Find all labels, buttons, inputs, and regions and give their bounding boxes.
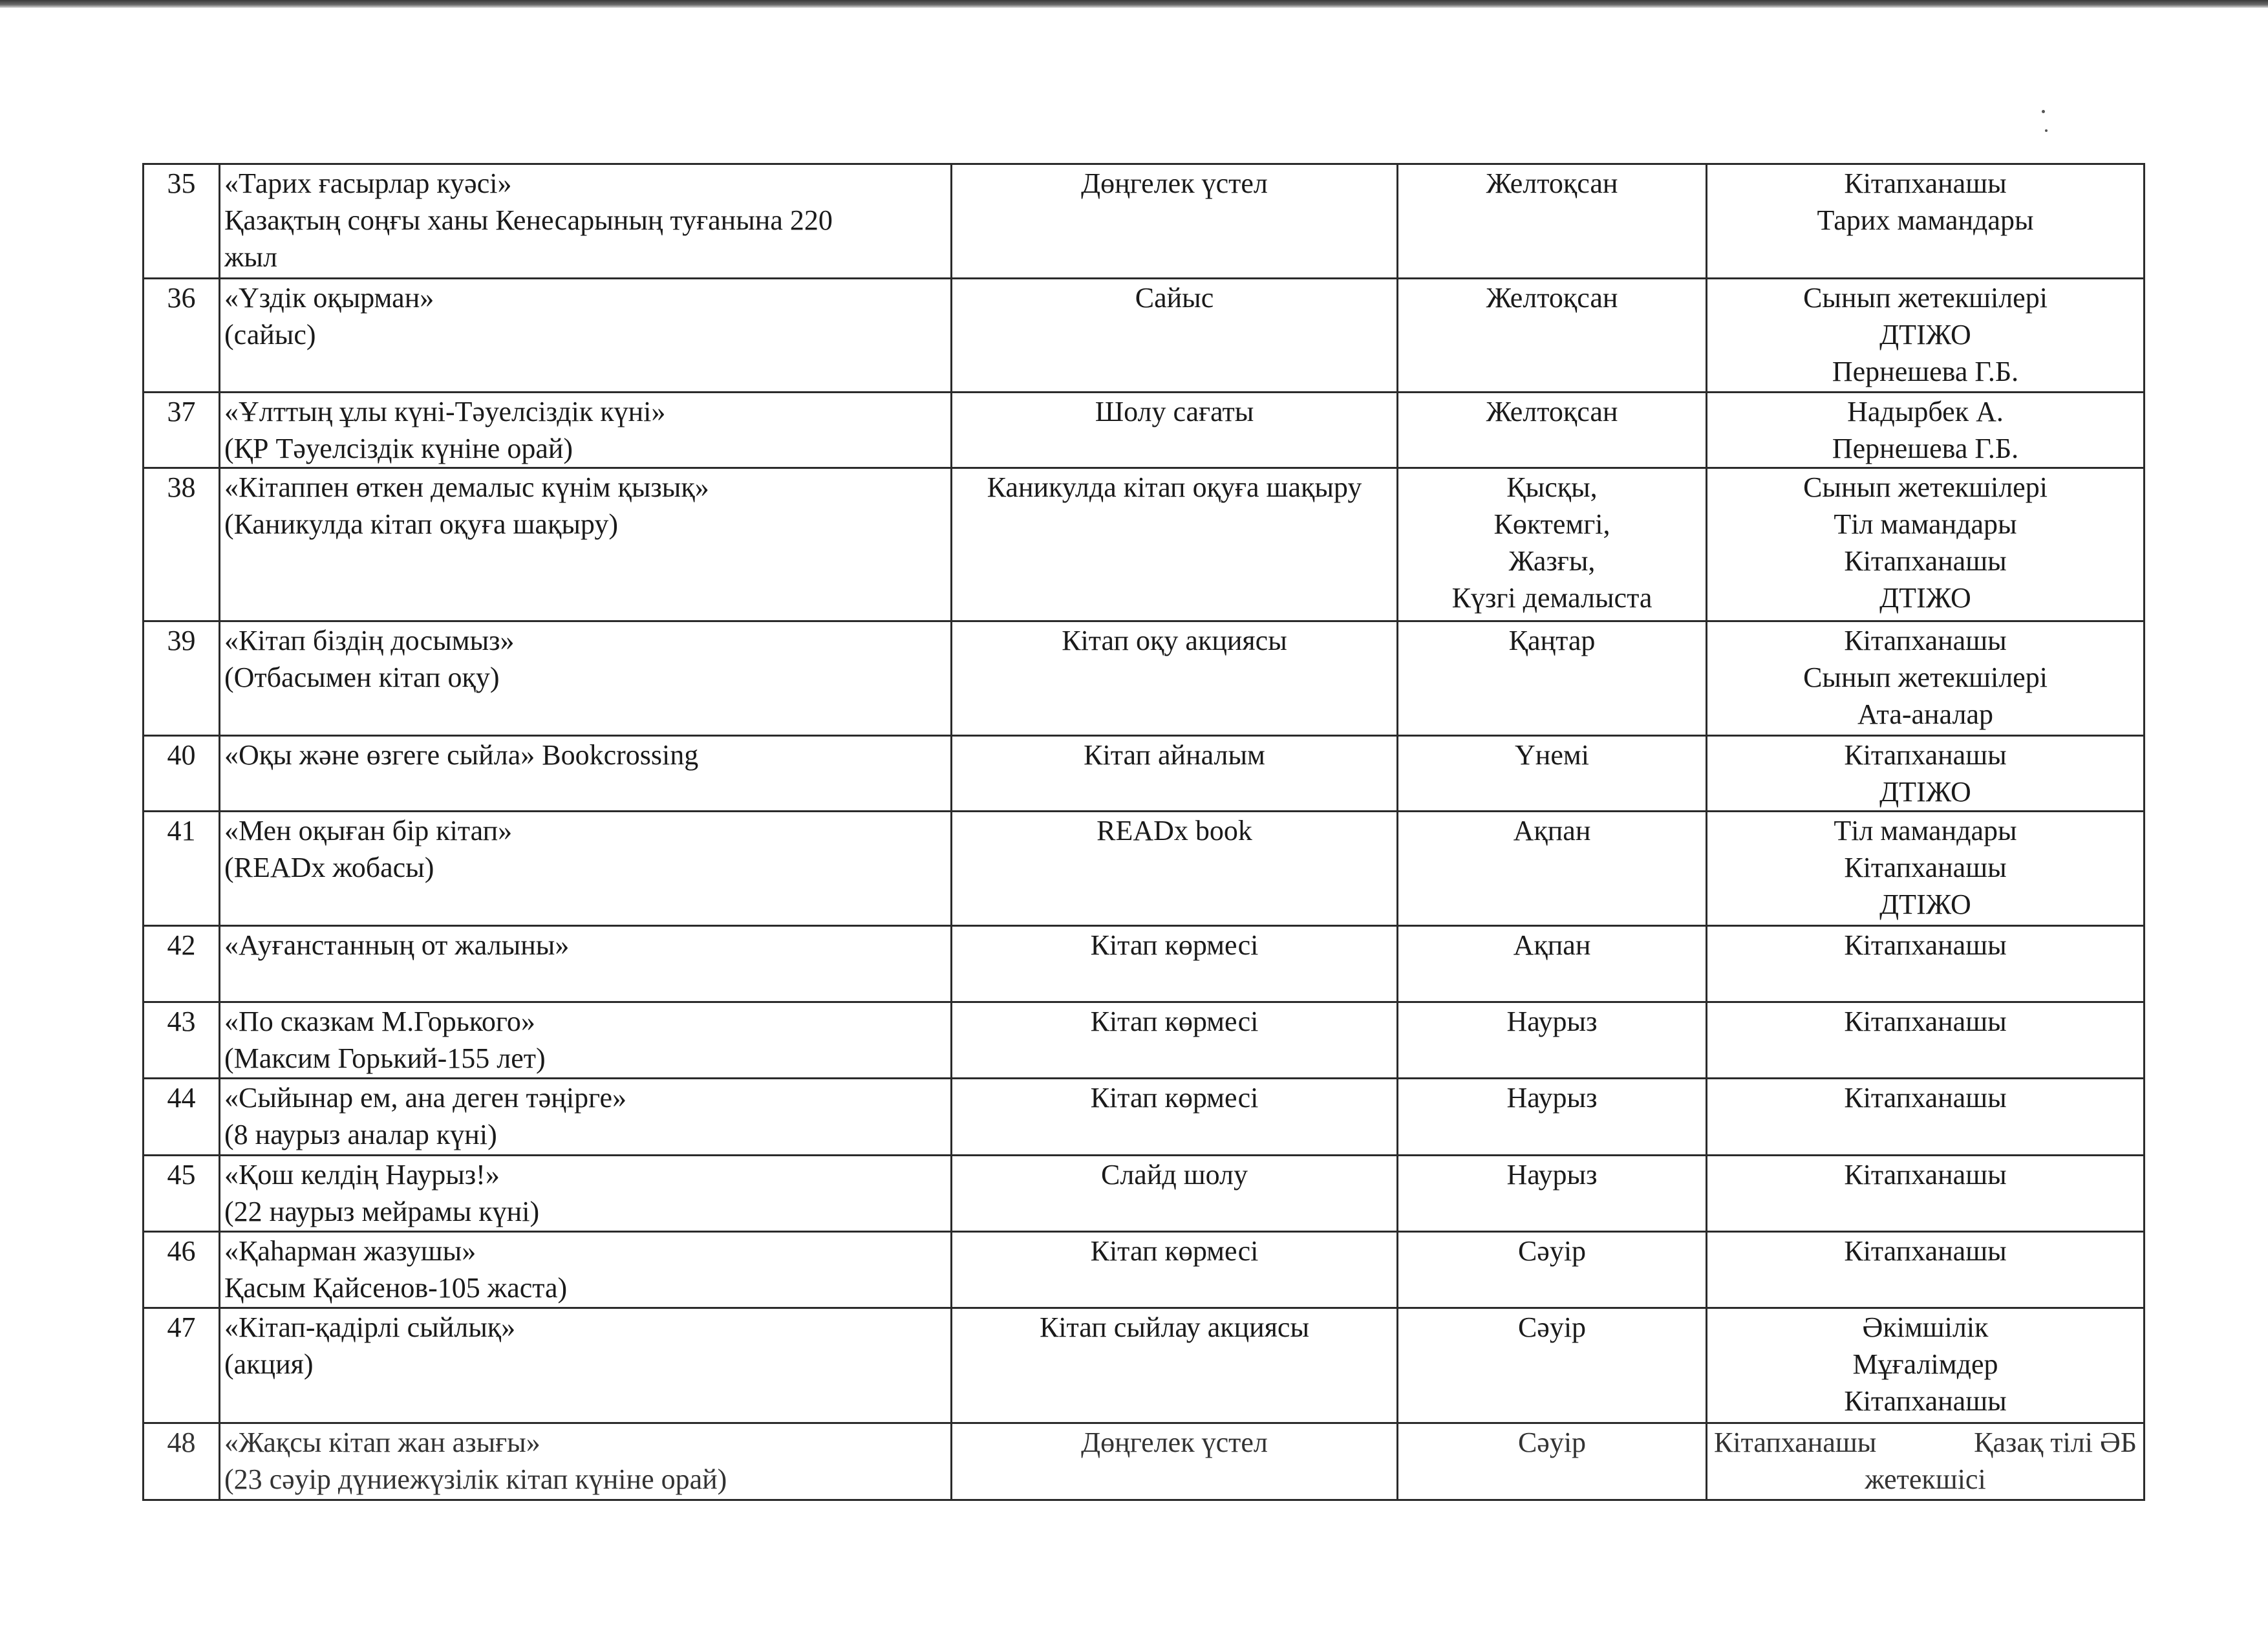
event-time: Қаңтар	[1398, 621, 1707, 736]
event-form: Кітап көрмесі	[952, 1232, 1398, 1308]
table-row	[144, 736, 2145, 812]
row-number: 37	[144, 393, 220, 468]
event-responsible: Сынып жетекшілері ДТІЖО Пернешева Г.Б.	[1707, 279, 2145, 393]
row-number: 36	[144, 279, 220, 393]
event-title: «Қаһарман жазушы» Қасым Қайсенов-105 жаста)	[220, 1232, 952, 1308]
event-responsible: Әкімшілік Мұғалімдер Кітапханашы	[1707, 1308, 2145, 1423]
event-responsible: Кітапханашы	[1707, 926, 2145, 1002]
table-row	[144, 1423, 2145, 1500]
event-responsible: Кітапханашы	[1707, 1156, 2145, 1232]
row-number: 40	[144, 736, 220, 812]
event-form: Кітап көрмесі	[952, 1002, 1398, 1079]
table-row	[144, 1156, 2145, 1232]
event-time: Ақпан	[1398, 812, 1707, 926]
event-responsible: Кітапханашы ДТІЖО	[1707, 736, 2145, 812]
event-time: Сәуір	[1398, 1423, 1707, 1500]
event-title: «Кітап-қадірлі сыйлық» (акция)	[220, 1308, 952, 1423]
table-row	[144, 468, 2145, 621]
event-title: «Ұлттың ұлы күні-Тәуелсіздік күні» (ҚР Тәуелсіздік күніне орай)	[220, 393, 952, 468]
event-time: Ақпан	[1398, 926, 1707, 1002]
document-page	[142, 163, 2143, 1501]
event-title: «Кітап біздің досымыз» (Отбасымен кітап оқу)	[220, 621, 952, 736]
event-responsible: Кітапханашы	[1707, 1079, 2145, 1156]
row-number: 35	[144, 164, 220, 279]
event-time: Желтоқсан	[1398, 279, 1707, 393]
scan-speck	[2042, 110, 2045, 113]
event-time: Сәуір	[1398, 1232, 1707, 1308]
scan-top-edge	[0, 0, 2268, 8]
table-row	[144, 164, 2145, 279]
event-form: Дөңгелек үстел	[952, 164, 1398, 279]
event-responsible: Кітапханашы Қазақ тілі ӘБ жетекшісі	[1707, 1423, 2145, 1500]
event-title: «Жақсы кітап жан азығы» (23 сәуір дүниежүзілік кітап күніне орай)	[220, 1423, 952, 1500]
library-events-table	[142, 163, 2145, 1501]
table-row	[144, 393, 2145, 468]
scan-speck	[2045, 129, 2048, 132]
table-row	[144, 621, 2145, 736]
event-time: Наурыз	[1398, 1079, 1707, 1156]
event-form: Кітап көрмесі	[952, 926, 1398, 1002]
event-form: Кітап айналым	[952, 736, 1398, 812]
row-number: 46	[144, 1232, 220, 1308]
event-time: Қысқы, Көктемгі, Жазғы, Күзгі демалыста	[1398, 468, 1707, 621]
event-title: «Оқы және өзгеге сыйла» Bookcrossing	[220, 736, 952, 812]
event-form: READx book	[952, 812, 1398, 926]
event-title: «По сказкам М.Горького» (Максим Горький-155 лет)	[220, 1002, 952, 1079]
row-number: 39	[144, 621, 220, 736]
event-title: «Сыйынар ем, ана деген тәңірге» (8 наурыз аналар күні)	[220, 1079, 952, 1156]
table-row	[144, 926, 2145, 1002]
table-row	[144, 1308, 2145, 1423]
event-title: «Кітаппен өткен демалыс күнім қызық» (Каникулда кітап оқуға шақыру)	[220, 468, 952, 621]
event-responsible: Кітапханашы Тарих мамандары	[1707, 164, 2145, 279]
event-responsible: Тіл мамандары Кітапханашы ДТІЖО	[1707, 812, 2145, 926]
event-title: «Қош келдің Наурыз!» (22 наурыз мейрамы күні)	[220, 1156, 952, 1232]
event-responsible: Кітапханашы Сынып жетекшілері Ата-аналар	[1707, 621, 2145, 736]
event-form: Каникулда кітап оқуға шақыру	[952, 468, 1398, 621]
table-row	[144, 279, 2145, 393]
row-number: 47	[144, 1308, 220, 1423]
row-number: 48	[144, 1423, 220, 1500]
event-time: Сәуір	[1398, 1308, 1707, 1423]
event-title: «Тарих ғасырлар куәсі» Қазақтың соңғы ханы Кенесарының туғанына 220 жыл	[220, 164, 952, 279]
event-time: Үнемі	[1398, 736, 1707, 812]
row-number: 41	[144, 812, 220, 926]
event-form: Сайыс	[952, 279, 1398, 393]
row-number: 43	[144, 1002, 220, 1079]
responsible-line: Кітапханашы Қазақ тілі ӘБ	[1714, 1427, 2137, 1458]
event-responsible: Надырбек А. Пернешева Г.Б.	[1707, 393, 2145, 468]
event-time: Наурыз	[1398, 1002, 1707, 1079]
event-form: Слайд шолу	[952, 1156, 1398, 1232]
event-form: Кітап сыйлау акциясы	[952, 1308, 1398, 1423]
table-row	[144, 1232, 2145, 1308]
table-row	[144, 812, 2145, 926]
event-time: Желтоқсан	[1398, 393, 1707, 468]
event-responsible: Сынып жетекшілері Тіл мамандары Кітапханашы ДТІЖО	[1707, 468, 2145, 621]
table-row	[144, 1002, 2145, 1079]
row-number: 42	[144, 926, 220, 1002]
event-form: Шолу сағаты	[952, 393, 1398, 468]
table-row	[144, 1079, 2145, 1156]
event-time: Желтоқсан	[1398, 164, 1707, 279]
event-responsible: Кітапханашы	[1707, 1002, 2145, 1079]
event-title: «Мен оқыған бір кітап» (READx жобасы)	[220, 812, 952, 926]
row-number: 45	[144, 1156, 220, 1232]
event-title: «Ауғанстанның от жалыны»	[220, 926, 952, 1002]
row-number: 38	[144, 468, 220, 621]
event-time: Наурыз	[1398, 1156, 1707, 1232]
event-form: Кітап оқу акциясы	[952, 621, 1398, 736]
event-form: Кітап көрмесі	[952, 1079, 1398, 1156]
row-number: 44	[144, 1079, 220, 1156]
event-form: Дөңгелек үстел	[952, 1423, 1398, 1500]
event-responsible: Кітапханашы	[1707, 1232, 2145, 1308]
event-title: «Үздік оқырман» (сайыс)	[220, 279, 952, 393]
